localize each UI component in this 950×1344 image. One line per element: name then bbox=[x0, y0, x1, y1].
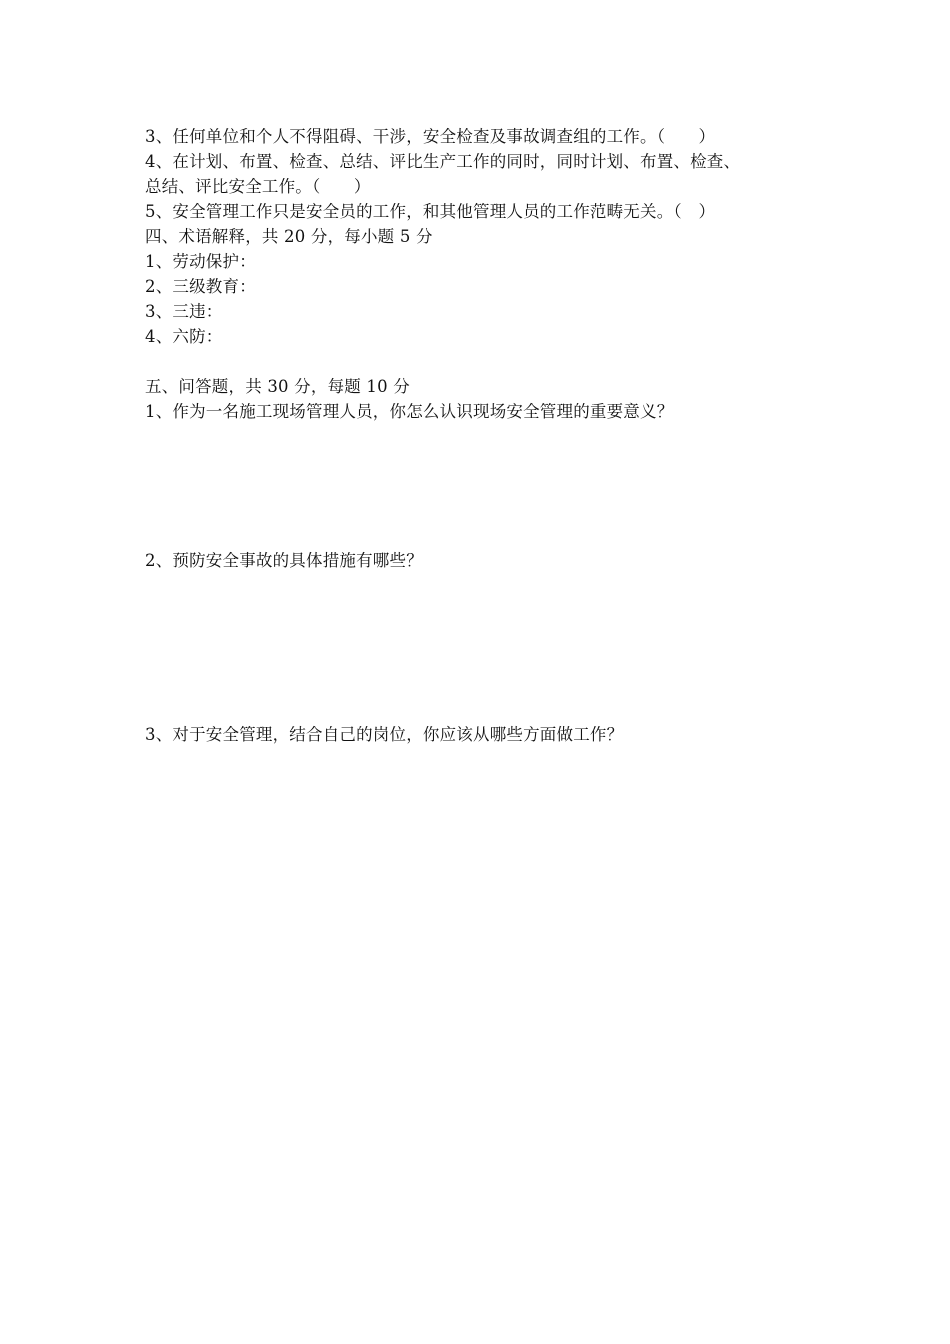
question-4-true-false-line-1: 4、在计划、布置、检查、总结、评比生产工作的同时，同时计划、布置、检查、 bbox=[145, 152, 741, 171]
essay-question-1: 1、作为一名施工现场管理人员，你怎么认识现场安全管理的重要意义？ bbox=[145, 402, 674, 421]
question-4-true-false-line-2: 总结、评比安全工作。（ ） bbox=[145, 177, 371, 196]
term-item-1: 1、劳动保护： bbox=[145, 252, 256, 271]
term-item-4: 4、六防： bbox=[145, 327, 223, 346]
question-5-true-false: 5、安全管理工作只是安全员的工作，和其他管理人员的工作范畴无关。（ ） bbox=[145, 202, 716, 221]
essay-question-2: 2、预防安全事故的具体措施有哪些？ bbox=[145, 551, 423, 570]
question-3-true-false: 3、任何单位和个人不得阻碍、干涉，安全检查及事故调查组的工作。（ ） bbox=[145, 127, 716, 146]
section-5-heading: 五、问答题，共 30 分，每题 10 分 bbox=[145, 377, 410, 396]
section-4-heading: 四、术语解释，共 20 分，每小题 5 分 bbox=[145, 227, 433, 246]
term-item-3: 3、三违： bbox=[145, 302, 223, 321]
essay-question-3: 3、对于安全管理，结合自己的岗位，你应该从哪些方面做工作？ bbox=[145, 725, 624, 744]
term-item-2: 2、三级教育： bbox=[145, 277, 256, 296]
